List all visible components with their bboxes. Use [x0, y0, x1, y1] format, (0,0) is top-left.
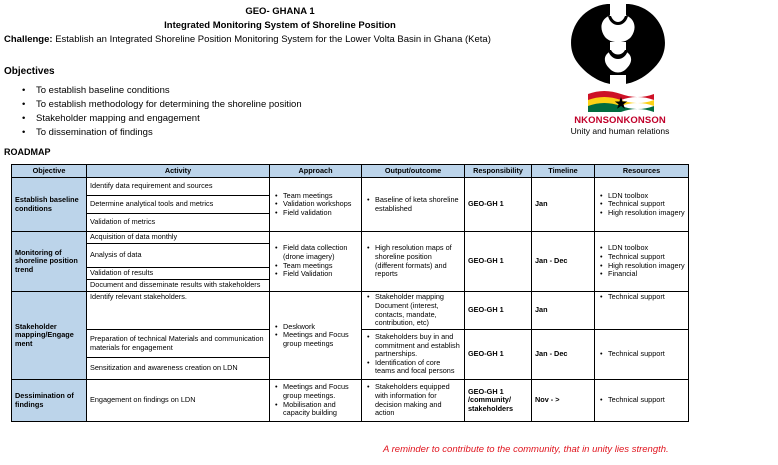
- responsibility-cell: GEO-GH 1: [465, 292, 532, 330]
- objective-item: • To establish baseline conditions: [22, 84, 302, 98]
- list-item: • Financial: [608, 270, 685, 279]
- column-header: Output/outcome: [362, 165, 465, 178]
- list-item: • High resolution imagery: [608, 262, 685, 271]
- table-row: [12, 232, 689, 244]
- list-item: • Stakeholders buy in and commitment and establish partnerships.: [375, 333, 461, 359]
- objective-item: • To establish methodology for determining the shoreline position: [22, 98, 302, 112]
- list-item: • Field validation: [283, 209, 358, 218]
- column-header: Activity: [87, 165, 270, 178]
- list-item: • Technical support: [608, 293, 685, 302]
- document-title: GEO- GHANA 1: [245, 6, 315, 17]
- output-cell: [362, 178, 465, 232]
- objective-item: • To dissemination of findings: [22, 126, 302, 140]
- output-cell: [362, 232, 465, 292]
- column-header: Resources: [595, 165, 689, 178]
- timeline-cell: Nov - >: [532, 380, 595, 422]
- resources-cell: [595, 330, 689, 380]
- column-header: Responsibility: [465, 165, 532, 178]
- challenge-text: Establish an Integrated Shoreline Position Monitoring System for the Lower Volta Basin in Ghana (Keta): [52, 34, 491, 45]
- logo-tagline: Unity and human relations: [570, 126, 670, 136]
- activity-cell: Acquisition of data monthly: [87, 232, 270, 244]
- resources-cell: [595, 178, 689, 232]
- objective-cell: Dessimination of findings: [12, 380, 87, 422]
- timeline-cell: Jan - Dec: [532, 330, 595, 380]
- list-item: • Stakeholder mapping Document (interest, contacts, mandate, contribution, etc): [375, 293, 461, 327]
- list-item: • Field Validation: [283, 270, 358, 279]
- list-item: • Technical support: [608, 396, 685, 405]
- objectives-list: [22, 84, 302, 140]
- ghana-flag-icon: [588, 88, 654, 112]
- list-item: • Team meetings: [283, 192, 358, 201]
- responsibility-cell: GEO-GH 1 /community/ stakeholders: [465, 380, 532, 422]
- list-item: • High resolution imagery: [608, 209, 685, 218]
- approach-cell: [270, 380, 362, 422]
- list-item: • Stakeholders equipped with information for decision making and action: [375, 383, 461, 417]
- activity-cell: Identify data requirement and sources: [87, 178, 270, 196]
- approach-cell: [270, 178, 362, 232]
- responsibility-cell: GEO-GH 1: [465, 232, 532, 292]
- list-item: • High resolution maps of shoreline position (different formats) and reports: [375, 244, 461, 278]
- activity-cell: Document and disseminate results with stakeholders: [87, 280, 270, 292]
- table-row: [12, 380, 689, 422]
- output-cell: [362, 330, 465, 380]
- table-header-row: [12, 165, 689, 178]
- responsibility-cell: GEO-GH 1: [465, 178, 532, 232]
- resources-cell: [595, 292, 689, 330]
- roadmap-table: [11, 164, 689, 422]
- list-item: • Technical support: [608, 350, 685, 359]
- column-header: Approach: [270, 165, 362, 178]
- objective-cell: Establish baseline conditions: [12, 178, 87, 232]
- objective-item: • Stakeholder mapping and engagement: [22, 112, 302, 126]
- table-row: [12, 178, 689, 196]
- list-item: • Meetings and Focus group meetings: [283, 331, 358, 348]
- list-item: • LDN toolbox: [608, 244, 685, 253]
- logo-brand-name: NKONSONKONSON: [574, 115, 666, 126]
- list-item: • Deskwork: [283, 323, 358, 332]
- list-item: • LDN toolbox: [608, 192, 685, 201]
- output-cell: [362, 380, 465, 422]
- objective-cell: Monitoring of shoreline position trend: [12, 232, 87, 292]
- activity-cell: Analysis of data: [87, 244, 270, 268]
- list-item: • Meetings and Focus group meetings.: [283, 383, 358, 400]
- approach-cell: [270, 292, 362, 380]
- activity-cell: Sensitization and awareness creation on LDN: [87, 358, 270, 380]
- list-item: • Validation workshops: [283, 200, 358, 209]
- list-item: • Identification of core teams and focal persons: [375, 359, 461, 376]
- list-item: • Mobilisation and capacity building: [283, 401, 358, 418]
- challenge-statement: [4, 34, 491, 45]
- roadmap-heading: ROADMAP: [4, 147, 51, 157]
- list-item: • Technical support: [608, 253, 685, 262]
- list-item: • Baseline of keta shoreline established: [375, 196, 461, 213]
- nkonsonkonson-chain-icon: [563, 4, 673, 88]
- activity-cell: Engagement on findings on LDN: [87, 380, 270, 422]
- activity-cell: Preparation of technical Materials and communication materials for engagement: [87, 330, 270, 358]
- output-cell: [362, 292, 465, 330]
- objective-cell: Stakeholder mapping/Engage ment: [12, 292, 87, 380]
- resources-cell: [595, 232, 689, 292]
- resources-cell: [595, 380, 689, 422]
- timeline-cell: Jan: [532, 178, 595, 232]
- list-item: • Team meetings: [283, 262, 358, 271]
- column-header: Objective: [12, 165, 87, 178]
- document-subtitle: Integrated Monitoring System of Shoreline Position: [164, 20, 396, 31]
- activity-cell: Determine analytical tools and metrics: [87, 196, 270, 214]
- footer-reminder: A reminder to contribute to the community, that in unity lies strength.: [383, 444, 669, 455]
- table-row: [12, 292, 689, 330]
- list-item: • Technical support: [608, 200, 685, 209]
- timeline-cell: Jan: [532, 292, 595, 330]
- responsibility-cell: GEO-GH 1: [465, 330, 532, 380]
- objectives-heading: Objectives: [4, 66, 55, 77]
- timeline-cell: Jan - Dec: [532, 232, 595, 292]
- list-item: • Field data collection (drone imagery): [283, 244, 358, 261]
- column-header: Timeline: [532, 165, 595, 178]
- approach-cell: [270, 232, 362, 292]
- challenge-label: Challenge:: [4, 34, 53, 45]
- activity-cell: Validation of metrics: [87, 214, 270, 232]
- activity-cell: Validation of results: [87, 268, 270, 280]
- activity-cell: Identify relevant stakeholders.: [87, 292, 270, 330]
